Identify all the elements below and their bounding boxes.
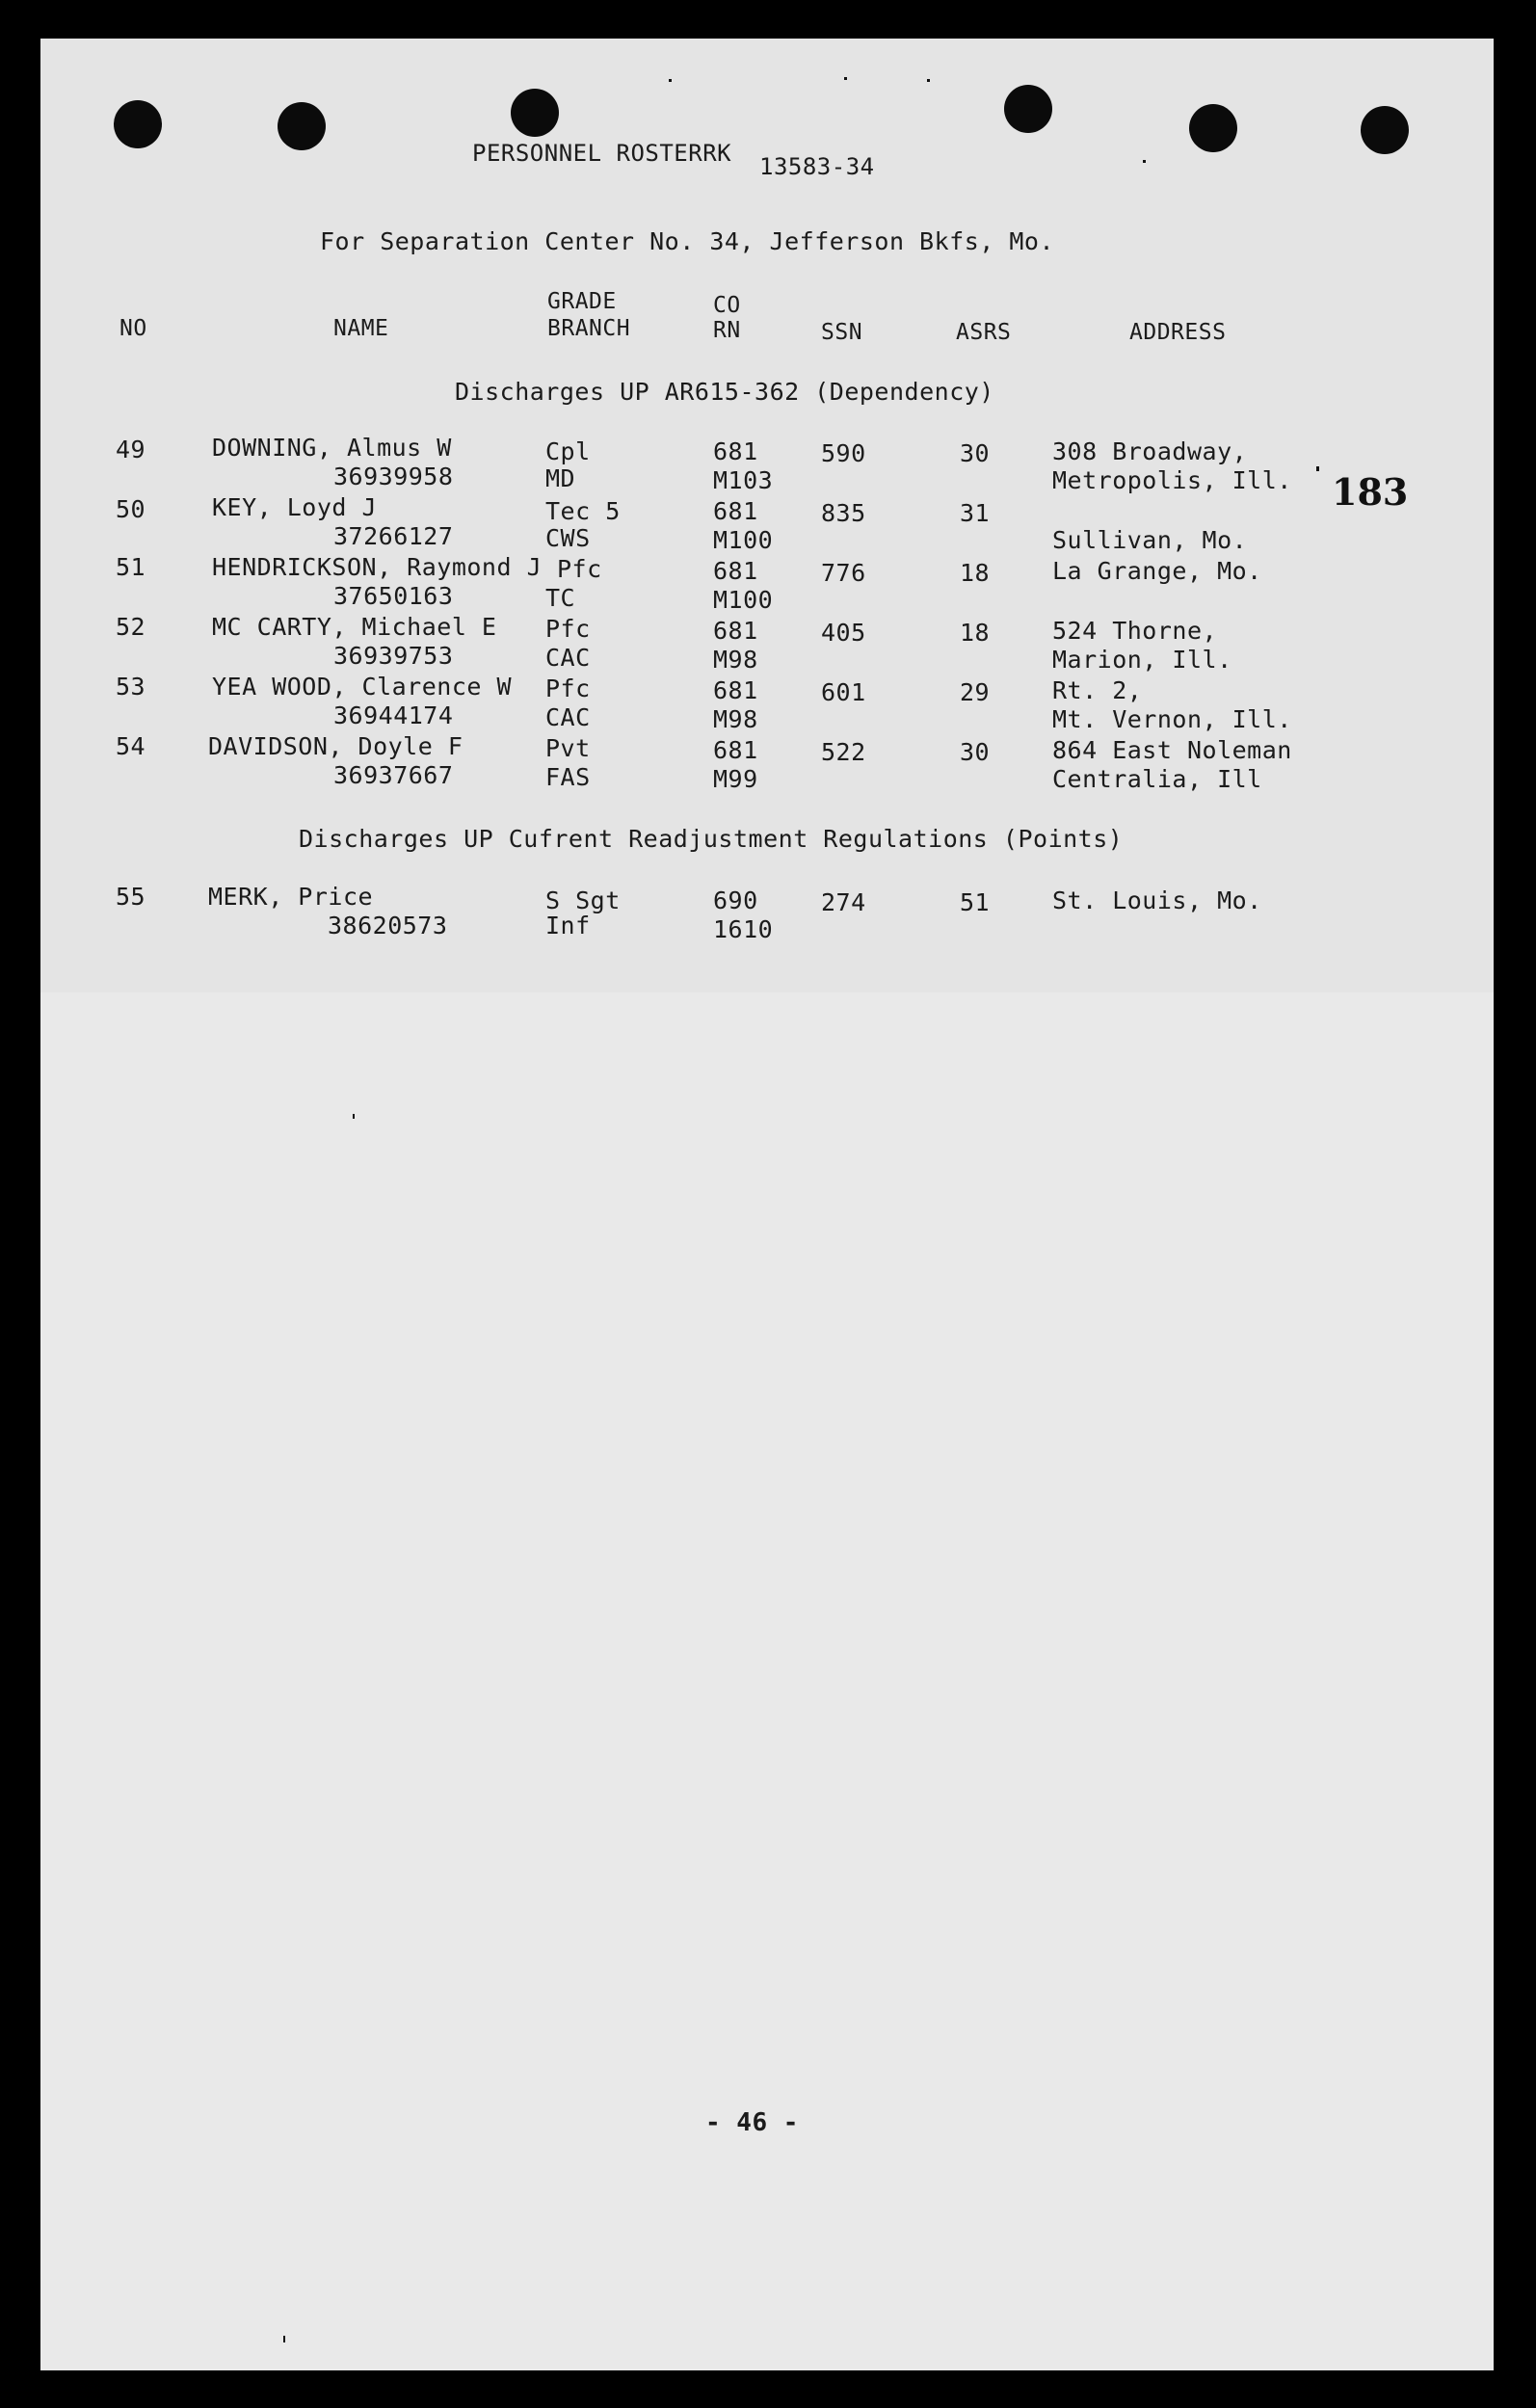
- row-co: 681: [713, 736, 758, 764]
- row-asrs: 31: [960, 499, 991, 527]
- row-no: 50: [116, 495, 146, 523]
- row-name: DAVIDSON, Doyle F: [208, 732, 463, 760]
- row-asrs: 18: [960, 619, 991, 647]
- row-grade: S Sgt: [545, 886, 621, 914]
- row-branch: CWS: [545, 524, 591, 552]
- row-rn: M100: [713, 526, 774, 554]
- row-rn: 1610: [713, 915, 774, 943]
- row-grade: Cpl: [545, 437, 591, 465]
- row-branch: Inf: [545, 912, 591, 939]
- header-name: NAME: [333, 316, 389, 341]
- row-no: 53: [116, 673, 146, 701]
- row-co: 681: [713, 437, 758, 465]
- scan-edge-right: [1494, 39, 1497, 2370]
- row-no: 49: [116, 436, 146, 463]
- row-branch: FAS: [545, 763, 591, 791]
- row-address-line2: Marion, Ill.: [1052, 646, 1232, 674]
- document-title-number: 13583-34: [759, 153, 875, 180]
- row-serial: 37266127: [333, 522, 454, 550]
- row-asrs: 51: [960, 888, 991, 916]
- row-no: 52: [116, 613, 146, 641]
- ink-dot: [1143, 160, 1146, 163]
- row-serial: 36939958: [333, 463, 454, 490]
- row-ssn: 776: [821, 559, 866, 587]
- row-serial: 36944174: [333, 701, 454, 729]
- header-rn: RN: [713, 318, 741, 343]
- punch-hole: [278, 102, 326, 150]
- paper-lower-area: [39, 992, 1496, 2370]
- row-address-line1: La Grange, Mo.: [1052, 557, 1262, 585]
- row-branch: CAC: [545, 703, 591, 731]
- row-serial: 36937667: [333, 761, 454, 789]
- row-serial: 38620573: [328, 912, 448, 939]
- document-sheet: [39, 39, 1496, 2370]
- row-asrs: 30: [960, 738, 991, 766]
- row-name: DOWNING, Almus W: [212, 434, 452, 462]
- punch-hole: [1189, 104, 1237, 152]
- row-address-line1: 864 East Noleman: [1052, 736, 1292, 764]
- row-name: MC CARTY, Michael E: [212, 613, 497, 641]
- header-address: ADDRESS: [1129, 320, 1227, 345]
- punch-hole: [1361, 106, 1409, 154]
- row-ssn: 835: [821, 499, 866, 527]
- ink-dot: [283, 2336, 285, 2342]
- row-co: 690: [713, 886, 758, 914]
- row-no: 55: [116, 883, 146, 911]
- row-grade: Pfc: [545, 675, 591, 702]
- punch-hole: [511, 89, 559, 137]
- row-address-line1: Rt. 2,: [1052, 676, 1143, 704]
- row-serial: 36939753: [333, 642, 454, 670]
- row-co: 681: [713, 557, 758, 585]
- row-grade: Pfc: [557, 555, 602, 583]
- ink-dot: [669, 79, 672, 82]
- ink-dot: [353, 1114, 355, 1119]
- row-address-line1: St. Louis, Mo.: [1052, 886, 1262, 914]
- row-ssn: 590: [821, 439, 866, 467]
- row-rn: M98: [713, 646, 758, 674]
- row-asrs: 29: [960, 678, 991, 706]
- document-title: PERSONNEL ROSTERRK: [472, 140, 732, 167]
- row-rn: M99: [713, 765, 758, 793]
- row-address-line1: 524 Thorne,: [1052, 617, 1218, 645]
- row-branch: TC: [545, 584, 576, 612]
- row-rn: M100: [713, 586, 774, 614]
- row-grade: Pvt: [545, 734, 591, 762]
- row-grade: Pfc: [545, 615, 591, 643]
- row-name: HENDRICKSON, Raymond J: [212, 553, 543, 581]
- row-co: 681: [713, 497, 758, 525]
- row-co: 681: [713, 676, 758, 704]
- row-serial: 37650163: [333, 582, 454, 610]
- section-title-points: Discharges UP Cufrent Readjustment Regulations (Points): [299, 825, 1124, 853]
- scan-edge-left: [37, 39, 40, 2370]
- row-name: YEA WOOD, Clarence W: [212, 673, 513, 701]
- row-no: 54: [116, 732, 146, 760]
- row-ssn: 405: [821, 619, 866, 647]
- punch-hole: [114, 100, 162, 148]
- header-no: NO: [119, 316, 147, 341]
- header-ssn: SSN: [821, 320, 863, 345]
- row-name: KEY, Loyd J: [212, 493, 378, 521]
- row-name: MERK, Price: [208, 883, 374, 911]
- row-ssn: 274: [821, 888, 866, 916]
- ink-dot: [927, 79, 930, 82]
- row-address-line2: Mt. Vernon, Ill.: [1052, 705, 1292, 733]
- document-subtitle: For Separation Center No. 34, Jefferson Bkfs, Mo.: [320, 227, 1055, 255]
- row-grade: Tec 5: [545, 497, 621, 525]
- row-branch: MD: [545, 464, 576, 492]
- ink-dot: [1316, 466, 1319, 471]
- row-address-line2: Sullivan, Mo.: [1052, 526, 1248, 554]
- row-address-line1: 308 Broadway,: [1052, 437, 1248, 465]
- row-address-line2: Metropolis, Ill.: [1052, 466, 1292, 494]
- row-ssn: 601: [821, 678, 866, 706]
- row-rn: M98: [713, 705, 758, 733]
- page-number: - 46 -: [705, 2108, 799, 2137]
- header-branch: BRANCH: [547, 316, 631, 341]
- row-asrs: 30: [960, 439, 991, 467]
- row-branch: CAC: [545, 644, 591, 672]
- row-rn: M103: [713, 466, 774, 494]
- stamp-number: 183: [1332, 470, 1409, 514]
- ink-dot: [844, 77, 847, 80]
- row-address-line2: Centralia, Ill: [1052, 765, 1262, 793]
- row-co: 681: [713, 617, 758, 645]
- header-grade: GRADE: [547, 289, 617, 314]
- punch-hole: [1004, 85, 1052, 133]
- section-title-dependency: Discharges UP AR615-362 (Dependency): [455, 378, 994, 406]
- row-no: 51: [116, 553, 146, 581]
- header-asrs: ASRS: [956, 320, 1012, 345]
- row-ssn: 522: [821, 738, 866, 766]
- row-asrs: 18: [960, 559, 991, 587]
- header-co: CO: [713, 293, 741, 318]
